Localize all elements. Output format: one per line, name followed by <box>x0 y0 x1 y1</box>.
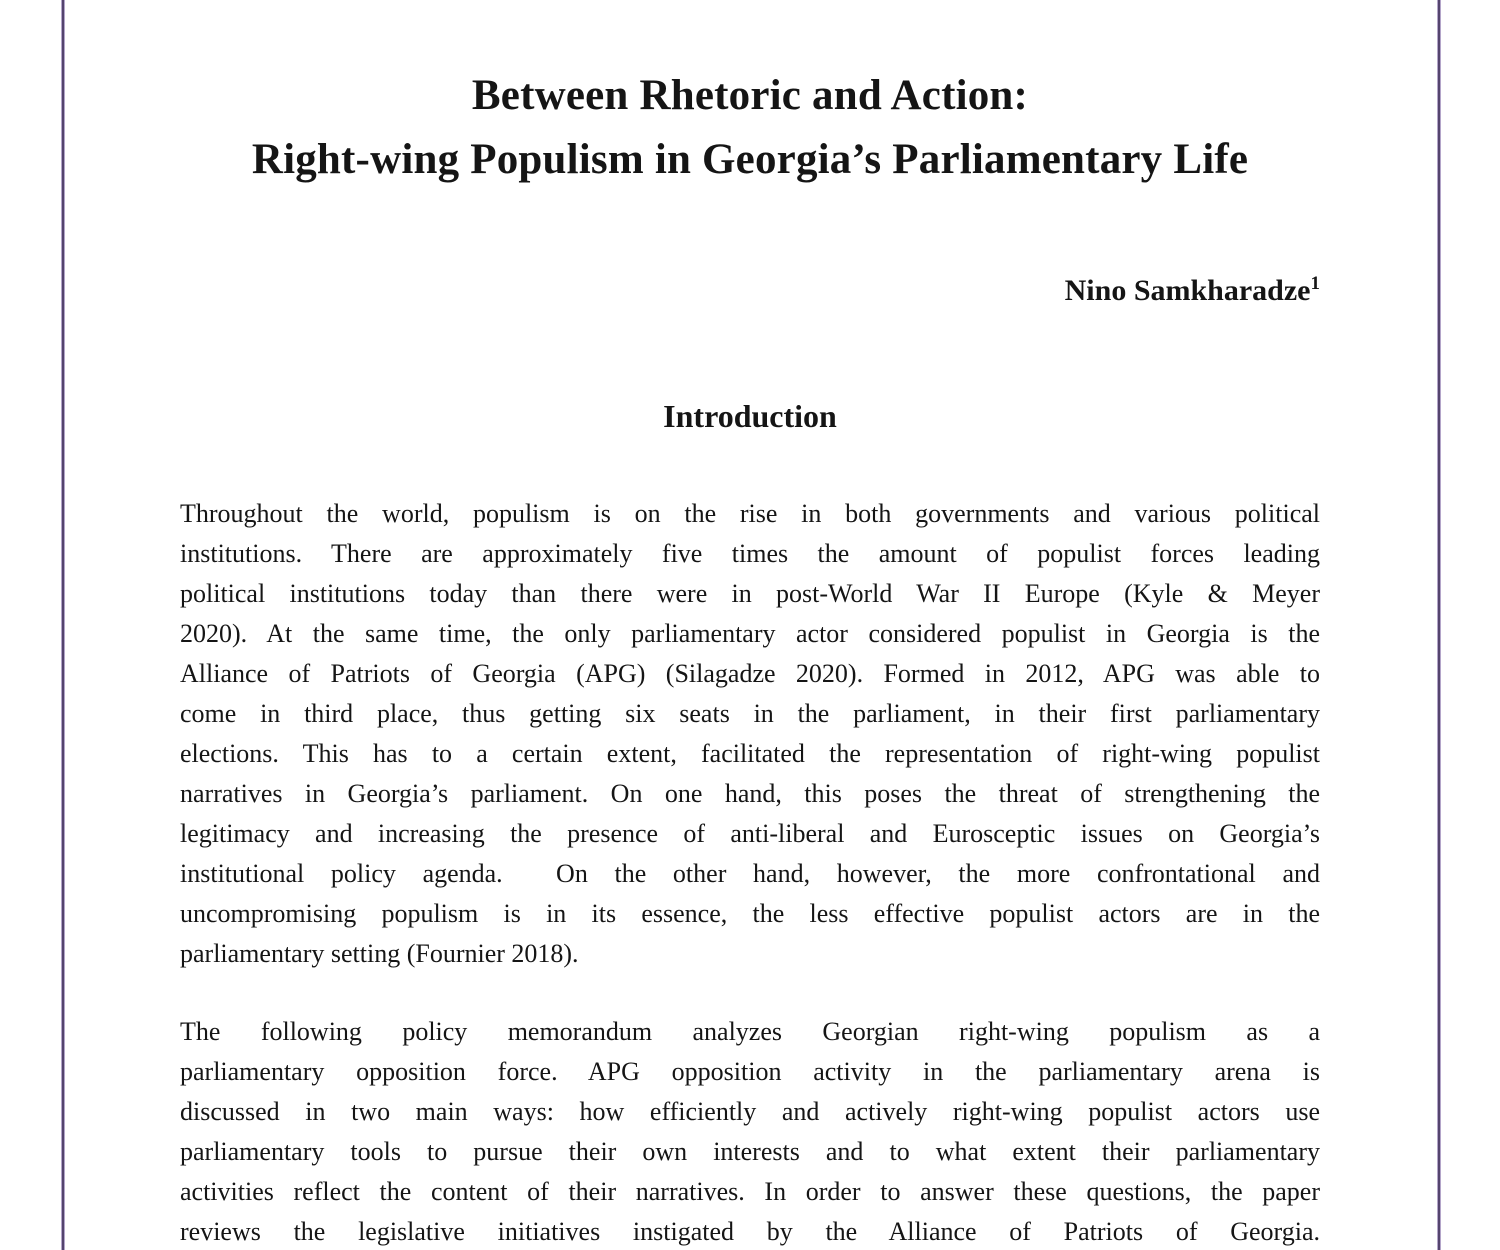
body-line: institutional policy agenda. On the other hand, however, the more confrontational and <box>180 859 1320 888</box>
document-title <box>180 64 1320 192</box>
body-line: Alliance of Patriots of Georgia (APG) (Silagadze 2020). Formed in 2012, APG was able to <box>180 659 1320 688</box>
paragraph-1 <box>180 494 1320 974</box>
body-line: parliamentary setting (Fournier 2018). <box>180 939 579 968</box>
body-line: narratives in Georgia’s parliament. On one hand, this poses the threat of strengthening the <box>180 779 1320 808</box>
title-line-2: Right-wing Populism in Georgia’s Parliamentary Life <box>251 136 1249 183</box>
body-line: parliamentary tools to pursue their own interests and to what extent their parliamentary <box>180 1137 1320 1166</box>
body-line: legitimacy and increasing the presence of anti-liberal and Eurosceptic issues on Georgia’s <box>180 819 1320 848</box>
body-line: parliamentary opposition force. APG opposition activity in the parliamentary arena is <box>180 1057 1320 1086</box>
page-border-right <box>1437 0 1441 1250</box>
section-heading: Introduction <box>663 398 837 434</box>
footnote-marker: 1 <box>1310 273 1320 294</box>
body-line: activities reflect the content of their narratives. In order to answer these questions, the paper <box>180 1177 1320 1206</box>
body-line: reviews the legislative initiatives instigated by the Alliance of Patriots of Georgia. <box>180 1217 1320 1246</box>
body-line: discussed in two main ways: how efficiently and actively right-wing populist actors use <box>180 1097 1320 1126</box>
body-line: institutions. There are approximately five times the amount of populist forces leading <box>180 539 1320 568</box>
body-line: The following policy memorandum analyzes Georgian right-wing populism as a <box>180 1017 1320 1046</box>
body-line: political institutions today than there were in post-World War II Europe (Kyle & Meyer <box>180 579 1320 608</box>
author-line <box>180 271 1320 311</box>
body-line: elections. This has to a certain extent, facilitated the representation of right-wing populist <box>180 739 1320 768</box>
body-line: 2020). At the same time, the only parliamentary actor considered populist in Georgia is the <box>180 619 1320 648</box>
author-name: Nino Samkharadze <box>1064 274 1311 307</box>
body-line: uncompromising populism is in its essence, the less effective populist actors are in the <box>180 899 1320 928</box>
body-line: come in third place, thus getting six seats in the parliament, in their first parliamentary <box>180 699 1320 728</box>
title-line-1: Between Rhetoric and Action: <box>471 72 1029 119</box>
paragraph-2 <box>180 1012 1320 1250</box>
body-line: Throughout the world, populism is on the rise in both governments and various political <box>180 499 1320 528</box>
page-border-left <box>61 0 65 1250</box>
